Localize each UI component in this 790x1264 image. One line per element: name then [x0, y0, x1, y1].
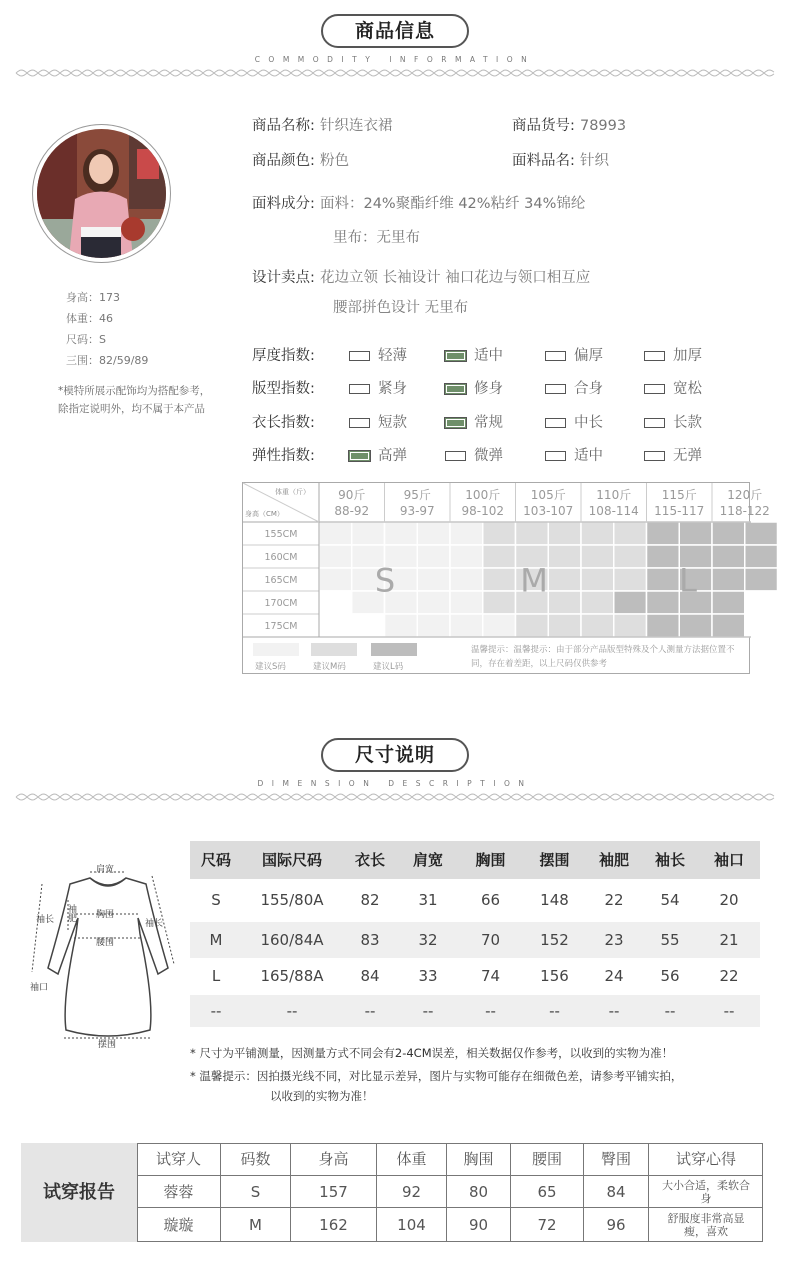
weight-header: 100斤	[465, 488, 501, 502]
size-table-cell: 20	[719, 891, 739, 909]
design-value-2: 腰部拼色设计 无里布	[333, 300, 469, 316]
index-row	[252, 411, 702, 431]
size-table-cell: 165/88A	[260, 967, 324, 985]
size-chart-cell	[647, 591, 680, 614]
size-chart-cell	[450, 522, 483, 545]
product-name-value: 针织连衣裙	[319, 118, 393, 134]
size-chart-cell	[319, 545, 352, 568]
index-label: 衣长指数:	[252, 415, 315, 431]
try-report-cell: 蓉蓉	[137, 1176, 221, 1208]
size-chart-cell	[450, 545, 483, 568]
size-chart-cell	[483, 614, 516, 637]
size-table-cell: --	[364, 1002, 376, 1020]
index-option-label: 短款	[378, 415, 407, 431]
size-table-cell: S	[211, 891, 221, 909]
size-chart-cell	[483, 591, 516, 614]
size-chart-cell	[614, 568, 647, 591]
size-chart-cell	[548, 522, 581, 545]
weight-header: 105斤	[530, 488, 566, 502]
try-report-header-cell: 码数	[221, 1143, 291, 1176]
label-sleeve-width: 袖肥	[68, 905, 78, 924]
index-option-label: 轻薄	[378, 348, 407, 364]
weight-range: 108-114	[588, 504, 639, 518]
size-chart-cell	[516, 522, 549, 545]
size-chart-cell	[417, 591, 450, 614]
try-report-header-cell: 腰围	[511, 1143, 584, 1176]
wave-divider	[16, 68, 774, 78]
dress-outline-icon	[28, 860, 188, 1050]
try-report-header-cell: 试穿人	[137, 1143, 221, 1176]
unchecked-box-icon	[644, 451, 665, 461]
size-chart-cell	[548, 545, 581, 568]
try-report-cell: 162	[291, 1208, 377, 1242]
checked-box-icon	[445, 351, 466, 361]
size-table-cell: 55	[660, 931, 680, 949]
label-cuff: 袖口	[30, 983, 49, 993]
size-table-cell: 33	[418, 967, 438, 985]
size-table-cell: --	[608, 1002, 620, 1020]
size-table-cell: 21	[719, 931, 739, 949]
section-title-product-info: 商品信息	[321, 14, 469, 48]
size-chart-cell	[712, 568, 745, 591]
try-report-title: 试穿报告	[21, 1143, 137, 1242]
size-note-2: * 温馨提示：因拍摄光线不同，对比显示差异，图片与实物可能存在细微色差，请参考平铺实拍，	[190, 1069, 683, 1083]
try-report-cell: 104	[377, 1208, 447, 1242]
label-hem: 摆围	[98, 1040, 117, 1050]
size-chart-cell	[614, 545, 647, 568]
try-report-cell: 92	[377, 1176, 447, 1208]
try-report-cell: 96	[584, 1208, 649, 1242]
size-chart-cell	[319, 591, 352, 614]
size-chart-cell	[319, 568, 352, 591]
index-option-label: 加厚	[673, 348, 702, 364]
model-photo	[37, 129, 166, 258]
index-option	[445, 411, 503, 432]
wave-divider-2	[16, 792, 774, 802]
unchecked-box-icon	[545, 451, 566, 461]
size-table-cell: 155/80A	[260, 891, 324, 909]
try-report-table	[21, 1143, 763, 1242]
size-note-3: 以收到的实物为准！	[270, 1089, 374, 1103]
index-option	[445, 344, 503, 365]
weight-range: 98-102	[461, 504, 505, 518]
index-option-label: 中长	[574, 415, 603, 431]
product-fabric-row	[512, 149, 609, 170]
size-chart-cell	[548, 568, 581, 591]
unchecked-box-icon	[445, 451, 466, 461]
size-table-cell: --	[664, 1002, 676, 1020]
model-note: *模特所展示配饰均为搭配参考，除指定说明外，均不属于本产品	[58, 385, 211, 415]
size-table-header-cell: 肩宽	[412, 851, 443, 869]
size-chart-cell	[450, 614, 483, 637]
height-label: 175CM	[264, 621, 298, 632]
size-chart-cell	[647, 545, 680, 568]
size-table-cell: 32	[418, 931, 438, 949]
index-option-label: 微弹	[474, 448, 503, 464]
label-sleeve-right: 袖长	[145, 919, 164, 929]
unchecked-box-icon	[644, 384, 665, 394]
index-option	[445, 377, 503, 398]
size-note-1: * 尺寸为平铺测量，因测量方式不同会有2-4CM误差，相关数据仅作参考，以收到的实物为准！	[190, 1046, 674, 1060]
design-row	[252, 266, 590, 287]
size-chart-cell	[516, 614, 549, 637]
model-measurements: 三围：82/59/89	[66, 354, 149, 367]
size-table-cell: --	[549, 1002, 560, 1020]
unchecked-box-icon	[349, 351, 370, 361]
size-chart-cell	[385, 614, 418, 637]
zone-label: M	[520, 561, 548, 600]
size-table-cell: 70	[480, 931, 501, 949]
size-chart-cell	[450, 591, 483, 614]
try-report-cell: 90	[447, 1208, 511, 1242]
index-option-label: 偏厚	[574, 348, 603, 364]
weight-range: 118-122	[719, 504, 770, 518]
size-table-cell: 74	[480, 967, 501, 985]
size-chart-cell	[745, 545, 778, 568]
size-table-header-cell: 袖口	[713, 851, 744, 869]
size-chart-corner-height: 身高（CM）	[245, 510, 284, 518]
try-report-cell: 璇璇	[137, 1208, 221, 1242]
size-table-cell: --	[485, 1002, 496, 1020]
unchecked-box-icon	[644, 418, 665, 428]
weight-header: 120斤	[727, 488, 763, 502]
index-option-label: 无弹	[673, 448, 702, 464]
index-label: 版型指数:	[252, 381, 315, 397]
size-table-cell: 22	[719, 967, 739, 985]
index-row	[252, 344, 702, 364]
weight-header: 115斤	[661, 488, 697, 502]
size-table-cell: --	[286, 1002, 298, 1020]
try-report-cell: 80	[447, 1176, 511, 1208]
size-chart-cell	[385, 522, 418, 545]
height-label: 155CM	[264, 529, 298, 540]
size-table-cell: 82	[360, 891, 380, 909]
size-chart-cell	[712, 591, 745, 614]
weight-range: 103-107	[523, 504, 574, 518]
weight-header: 95斤	[403, 488, 431, 502]
index-row	[252, 444, 702, 464]
label-shoulder: 肩宽	[96, 865, 115, 875]
try-report-cell: M	[221, 1208, 291, 1242]
model-height: 身高：173	[66, 291, 120, 304]
size-table-cell: --	[723, 1002, 735, 1020]
lining-value: 里布：无里布	[333, 230, 420, 246]
size-table-cell: 156	[540, 967, 569, 985]
legend-label: 建议M码	[313, 662, 346, 672]
size-chart-cell	[647, 522, 680, 545]
size-table-cell: 84	[360, 967, 380, 985]
size-chart-cell	[745, 568, 778, 591]
size-chart-cell	[712, 545, 745, 568]
unchecked-box-icon	[545, 351, 566, 361]
index-option	[545, 344, 603, 365]
index-option	[644, 377, 702, 398]
index-option	[445, 444, 503, 465]
size-table-cell: 83	[360, 931, 380, 949]
index-option-label: 合身	[574, 381, 603, 397]
product-code-value: 78993	[579, 118, 627, 134]
size-chart-cell	[745, 522, 778, 545]
dress-diagram	[28, 860, 188, 1050]
product-fabric-label: 面料品名:	[512, 153, 575, 169]
label-sleeve-left: 袖长	[36, 915, 55, 925]
model-weight: 体重：46	[66, 312, 113, 325]
size-chart-cell	[548, 614, 581, 637]
index-option-label: 宽松	[673, 381, 702, 397]
size-chart-cell	[352, 614, 385, 637]
size-table	[190, 841, 760, 1027]
index-option	[349, 444, 407, 465]
size-table-header-cell: 尺码	[200, 851, 231, 869]
legend-label: 建议L码	[373, 662, 404, 672]
product-color-label: 商品颜色:	[252, 153, 315, 169]
try-report-cell: 157	[291, 1176, 377, 1208]
index-option	[349, 411, 407, 432]
product-code-label: 商品货号:	[512, 118, 575, 134]
unchecked-box-icon	[545, 384, 566, 394]
try-report-header-cell: 胸围	[447, 1143, 511, 1176]
legend-swatch	[311, 643, 357, 656]
model-size: 尺码：S	[66, 333, 106, 346]
size-table-header-cell: 摆围	[539, 851, 570, 869]
size-chart-cell	[745, 591, 778, 614]
index-option	[545, 411, 603, 432]
size-table-cell: 23	[604, 931, 624, 949]
size-chart-cell	[417, 568, 450, 591]
size-chart-cell	[417, 545, 450, 568]
weight-range: 88-92	[334, 504, 370, 518]
size-table-cell: 54	[660, 891, 680, 909]
try-report-header-cell: 体重	[377, 1143, 447, 1176]
size-chart-cell	[614, 614, 647, 637]
checked-box-icon	[349, 451, 370, 461]
label-waist: 腰围	[96, 938, 115, 948]
size-table-cell: --	[210, 1002, 222, 1020]
size-chart-cell	[417, 614, 450, 637]
legend-label: 建议S码	[255, 662, 286, 672]
design-value-1: 花边立领 长袖设计 袖口花边与领口相互应	[319, 270, 591, 286]
size-chart-cell	[417, 522, 450, 545]
product-name-label: 商品名称:	[252, 118, 315, 134]
legend-swatch	[253, 643, 299, 656]
size-table-header-cell: 袖长	[654, 851, 685, 869]
index-option	[644, 411, 702, 432]
size-table-cell: M	[209, 931, 223, 949]
unchecked-box-icon	[545, 418, 566, 428]
index-option-label: 常规	[474, 415, 503, 431]
size-chart-corner-weight: 体重（斤）	[275, 488, 310, 496]
weight-range: 93-97	[399, 504, 435, 518]
unchecked-box-icon	[349, 384, 370, 394]
index-option-label: 高弹	[378, 448, 407, 464]
size-table-header-cell: 国际尺码	[261, 851, 322, 869]
composition-row	[252, 192, 585, 213]
product-code-row	[512, 114, 626, 135]
index-option	[644, 344, 702, 365]
size-chart-cell	[679, 614, 712, 637]
size-chart-cell	[483, 522, 516, 545]
index-row	[252, 377, 702, 397]
size-table-cell: 160/84A	[260, 931, 324, 949]
size-chart-cell	[614, 591, 647, 614]
size-chart-cell	[581, 614, 614, 637]
product-fabric-value: 针织	[579, 153, 609, 169]
size-table-header-cell: 袖肥	[598, 851, 629, 869]
size-table-cell: 152	[540, 931, 569, 949]
try-report-cell: 大小合适，柔软合身	[649, 1176, 763, 1208]
unchecked-box-icon	[644, 351, 665, 361]
model-stats	[66, 287, 148, 371]
size-chart-cell	[319, 522, 352, 545]
product-color-row	[252, 149, 349, 170]
try-report-cell: 65	[511, 1176, 584, 1208]
size-chart-cell	[679, 522, 712, 545]
height-label: 160CM	[264, 552, 298, 563]
checked-box-icon	[445, 384, 466, 394]
try-report-cell: S	[221, 1176, 291, 1208]
size-table-header-cell: 胸围	[475, 851, 506, 869]
index-label: 弹性指数:	[252, 448, 315, 464]
size-chart-cell	[614, 522, 647, 545]
size-chart-cell	[483, 545, 516, 568]
label-bust: 胸围	[96, 910, 115, 920]
design-label: 设计卖点:	[252, 270, 315, 286]
size-chart-cell	[647, 568, 680, 591]
size-chart-cell	[548, 591, 581, 614]
index-option	[644, 444, 702, 465]
index-option	[545, 377, 603, 398]
size-chart-cell	[483, 568, 516, 591]
composition-label: 面料成分:	[252, 196, 315, 212]
size-table-cell: 66	[480, 891, 501, 909]
size-chart-hint: 温馨提示：温馨提示：由于部分产品版型特殊及个人测量方法据位置不同，存在着差距，以上尺码仅供参考	[471, 645, 735, 669]
try-report-cell: 84	[584, 1176, 649, 1208]
try-report-header-cell: 试穿心得	[649, 1143, 763, 1176]
checked-box-icon	[445, 418, 466, 428]
index-option	[349, 344, 407, 365]
composition-value: 面料：24%聚酯纤维 42%粘纤 34%锦纶	[319, 196, 586, 212]
size-chart-cell	[712, 522, 745, 545]
height-label: 170CM	[264, 598, 298, 609]
zone-label: L	[679, 561, 697, 600]
unchecked-box-icon	[349, 418, 370, 428]
size-chart-cell	[647, 614, 680, 637]
size-table-cell: 148	[540, 891, 569, 909]
height-label: 165CM	[264, 575, 298, 586]
size-chart-cell	[581, 568, 614, 591]
index-option	[349, 377, 407, 398]
size-chart-cell	[581, 545, 614, 568]
product-color-value: 粉色	[319, 153, 349, 169]
product-name-row	[252, 114, 392, 135]
size-table-cell: 22	[604, 891, 624, 909]
index-option-label: 修身	[474, 381, 503, 397]
index-option-label: 紧身	[378, 381, 407, 397]
index-option-label: 长款	[673, 415, 702, 431]
size-table-cell: 31	[418, 891, 438, 909]
weight-range: 115-117	[654, 504, 705, 518]
index-option-label: 适中	[474, 348, 503, 364]
weight-height-size-chart	[242, 482, 770, 674]
weight-header: 90斤	[338, 488, 366, 502]
legend-swatch	[371, 643, 417, 656]
size-table-cell: 56	[660, 967, 680, 985]
zone-label: S	[374, 561, 396, 600]
weight-header: 110斤	[596, 488, 632, 502]
model-avatar-frame	[32, 124, 171, 263]
size-chart-cell	[745, 614, 778, 637]
size-chart-cell	[581, 591, 614, 614]
size-chart-cell	[352, 522, 385, 545]
try-report-cell: 72	[511, 1208, 584, 1242]
size-table-cell: --	[422, 1002, 434, 1020]
section-title-dimension: 尺寸说明	[321, 738, 469, 772]
size-chart-cell	[581, 522, 614, 545]
try-report-cell: 舒服度非常高显瘦，喜欢	[667, 1212, 745, 1238]
try-report-header-cell: 身高	[291, 1143, 377, 1176]
try-report-header-cell: 臀围	[584, 1143, 649, 1176]
index-label: 厚度指数:	[252, 348, 315, 364]
section-subtitle-product-info: COMMODITY INFORMATION	[254, 55, 536, 64]
size-table-header-cell: 衣长	[354, 851, 385, 869]
section-subtitle-dimension: DIMENSION DESCRIPTION	[257, 779, 533, 788]
size-chart-cell	[450, 568, 483, 591]
size-table-cell: L	[211, 967, 221, 985]
index-option	[545, 444, 603, 465]
size-chart-cell	[712, 614, 745, 637]
index-option-label: 适中	[574, 448, 603, 464]
size-chart-cell	[319, 614, 352, 637]
size-table-cell: 24	[604, 967, 624, 985]
